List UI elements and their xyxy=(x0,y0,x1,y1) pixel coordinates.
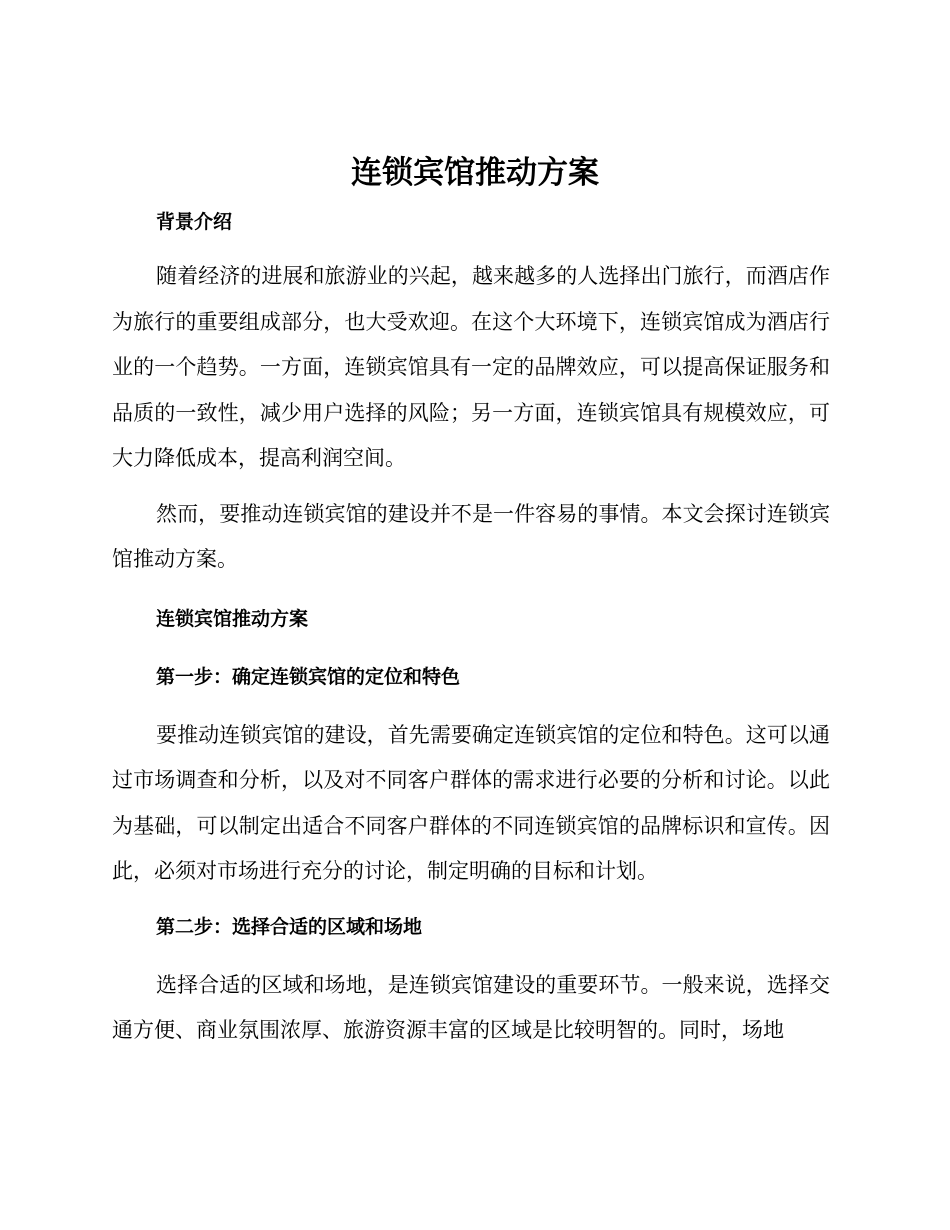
document-body xyxy=(112,200,830,1054)
document-title: 连锁宾馆推动方案 xyxy=(351,155,599,191)
paragraph-background-2: 然而，要推动连锁宾馆的建设并不是一件容易的事情。本文会探讨连锁宾馆推动方案。 xyxy=(112,501,830,571)
paragraph-background-1: 随着经济的进展和旅游业的兴起，越来越多的人选择出门旅行，而酒店作为旅行的重要组成部分，也大受欢迎。在这个大环境下，连锁宾馆成为酒店行业的一个趋势。一方面，连锁宾馆具有一定的品牌效应，可以提高保证服务和品质的一致性，减少用户选择的风险；另一方面，连锁宾馆具有规模效应，可大力降低成本，提高利润空间。 xyxy=(112,264,830,470)
section-heading-step1: 第一步：确定连锁宾馆的定位和特色 xyxy=(156,665,461,688)
section-heading-step2: 第二步：选择合适的区域和场地 xyxy=(156,915,423,938)
section-heading-plan: 连锁宾馆推动方案 xyxy=(156,607,309,630)
paragraph-step2: 选择合适的区域和场地，是连锁宾馆建设的重要环节。一般来说，选择交通方便、商业氛围浓厚、旅游资源丰富的区域是比较明智的。同时，场地 xyxy=(112,972,830,1042)
paragraph-step1: 要推动连锁宾馆的建设，首先需要确定连锁宾馆的定位和特色。这可以通过市场调查和分析，以及对不同客户群体的需求进行必要的分析和讨论。以此为基础，可以制定出适合不同客户群体的不同连锁宾馆的品牌标识和宣传。因此，必须对市场进行充分的讨论，制定明确的目标和计划。 xyxy=(112,722,830,883)
section-heading-background: 背景介绍 xyxy=(156,211,233,233)
